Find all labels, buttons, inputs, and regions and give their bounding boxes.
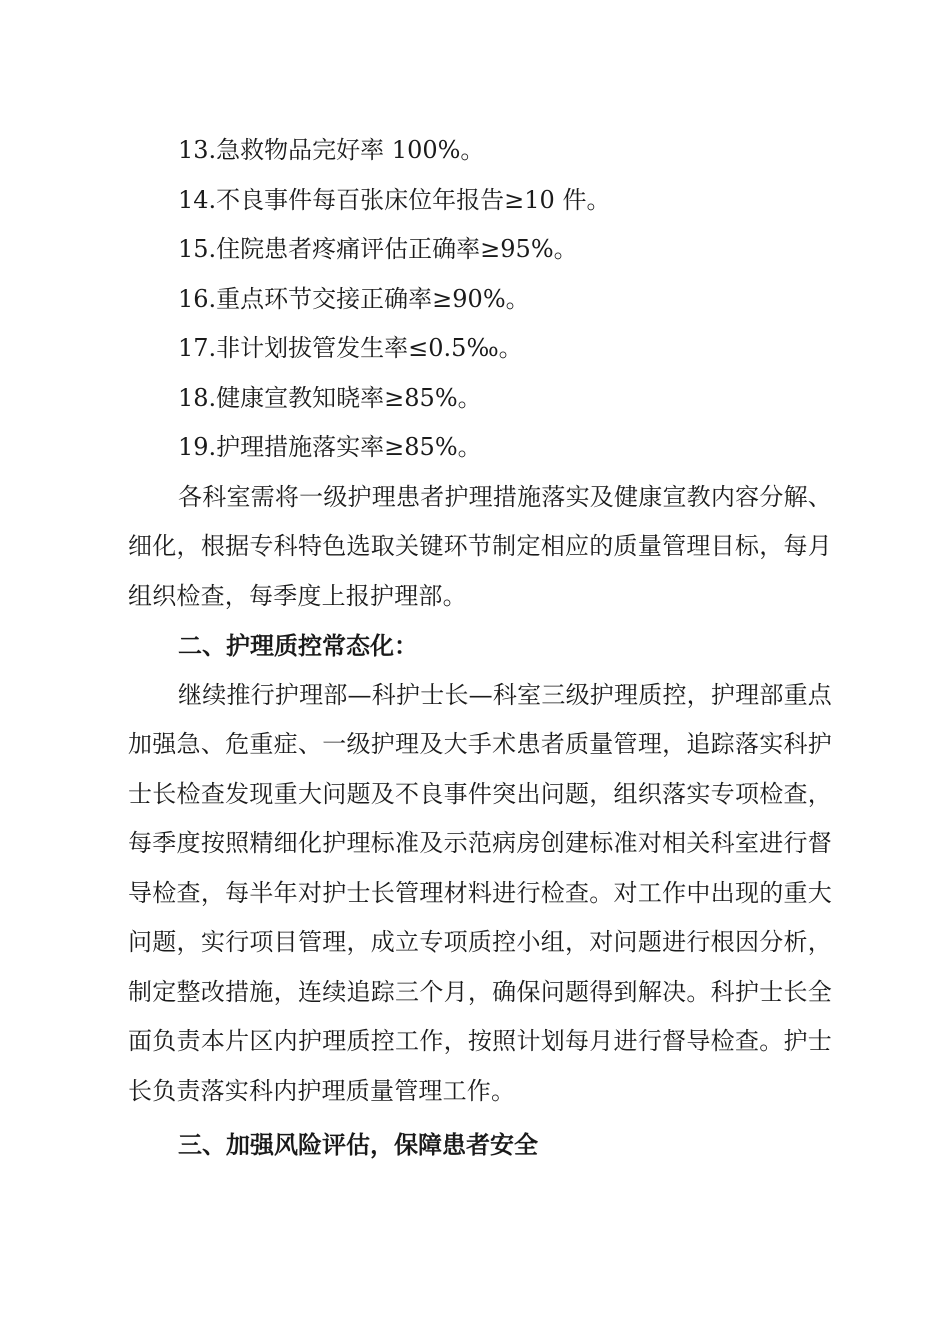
document-body: [128, 126, 832, 1170]
list-item-18: 18.健康宣教知晓率≥85%。: [178, 383, 482, 412]
section-heading-3: 三、加强风险评估，保障患者安全: [178, 1130, 538, 1159]
list-item-17: 17.非计划拔管发生率≤0.5‰。: [178, 334, 523, 362]
list-item-16: 16.重点环节交接正确率≥90%。: [178, 284, 530, 313]
list-item-13: 13.急救物品完好率 100%。: [178, 136, 485, 164]
paragraph-quality-control: 继续推行护理部—科护士长—科室三级护理质控，护理部重点加强急、危重症、一级护理及大手术患者质量管理，追踪落实科护士长检查发现重大问题及不良事件突出问题，组织落实专项检查，每季度按照精细化护理标准及示范病房创建标准对相关科室进行督导检查，每半年对护士长管理材料进行检查。对工作中出现的重大问题，实行项目管理，成立专项质控小组，对问题进行根因分析，制定整改措施，连续追踪三个月，确保问题得到解决。科护士长全面负责本片区内护理质控工作，按照计划每月进行督导检查。护士长负责落实科内护理质量管理工作。: [128, 680, 832, 1105]
section-heading-2: 二、护理质控常态化：: [178, 631, 418, 660]
list-item-14: 14.不良事件每百张床位年报告≥10 件。: [178, 185, 611, 214]
list-item-15: 15.住院患者疼痛评估正确率≥95%。: [178, 235, 578, 263]
list-item-19: 19.护理措施落实率≥85%。: [178, 433, 482, 461]
paragraph-department-requirements: 各科室需将一级护理患者护理措施落实及健康宣教内容分解、细化，根据专科特色选取关键环节制定相应的质量管理目标，每月组织检查，每季度上报护理部。: [128, 482, 832, 610]
